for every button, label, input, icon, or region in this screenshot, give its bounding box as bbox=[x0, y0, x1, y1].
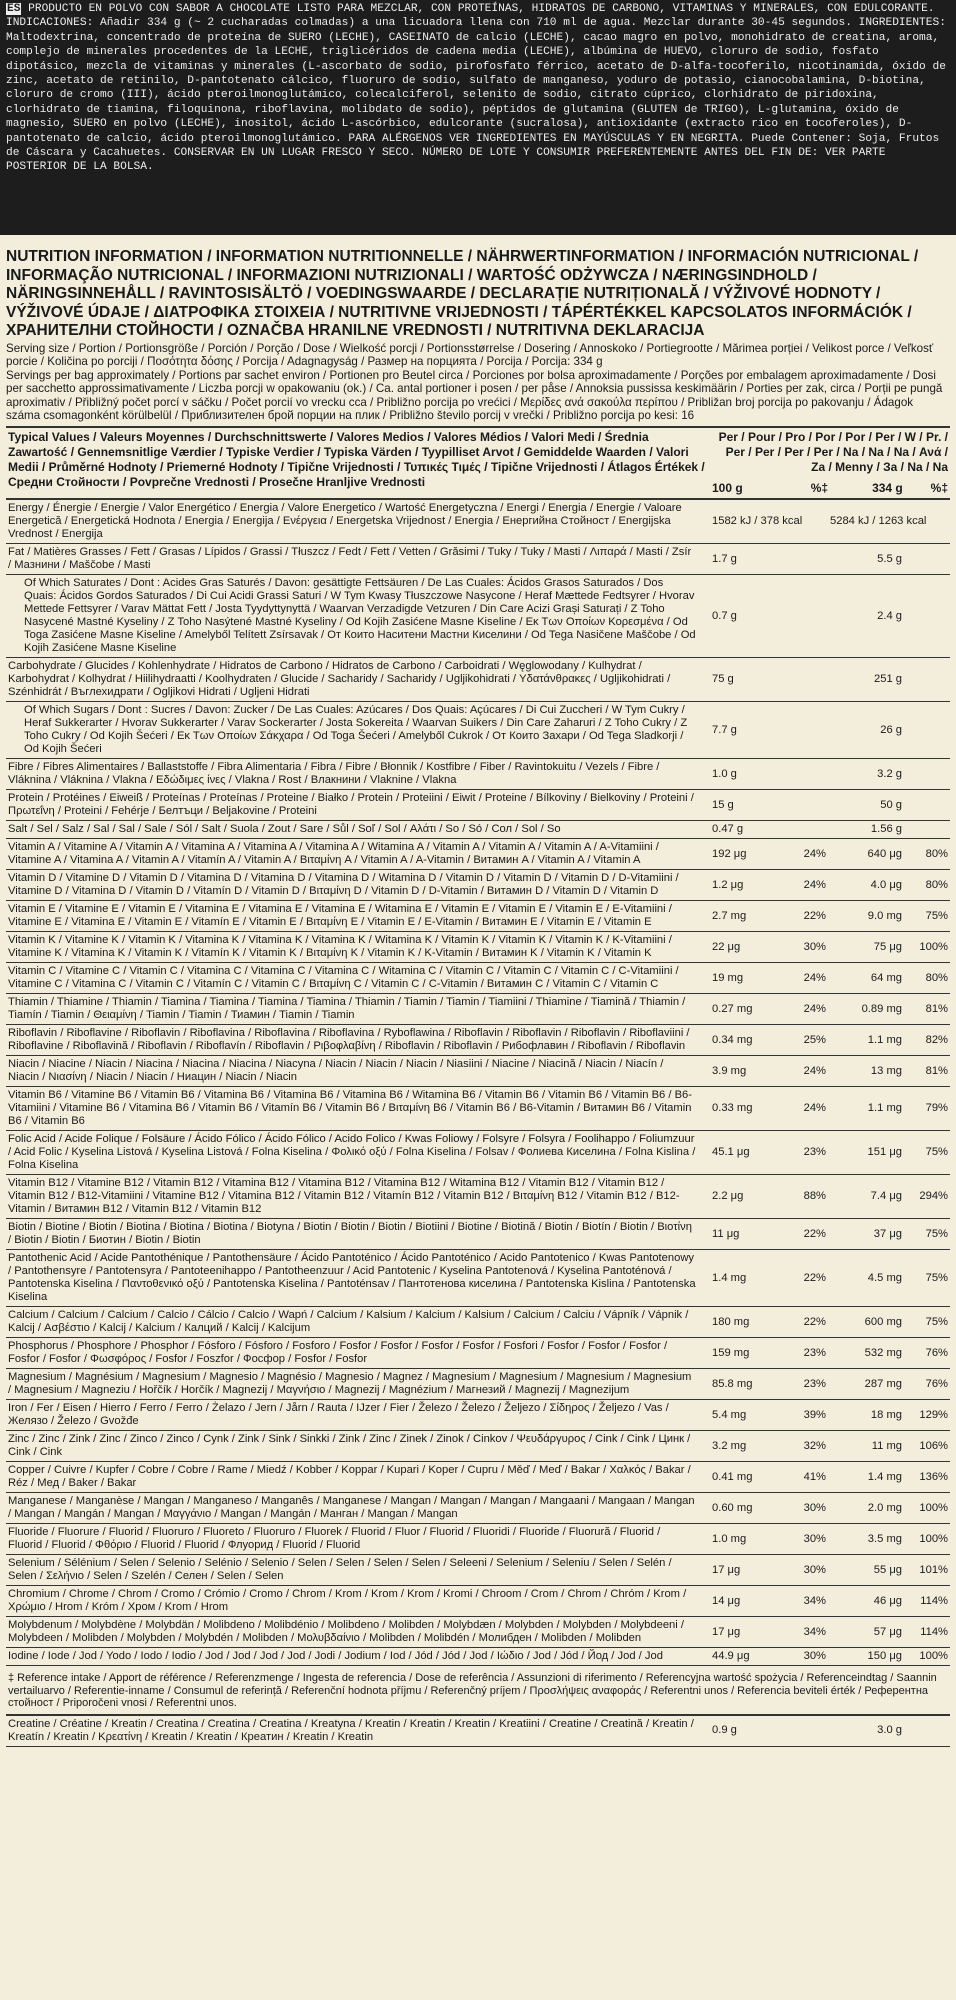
table-row bbox=[6, 759, 950, 790]
value-100g: 1.7 g bbox=[710, 544, 782, 575]
table-row bbox=[6, 901, 950, 932]
value-serving: 5284 kJ / 1263 kcal bbox=[828, 499, 904, 544]
pct-100g: 41% bbox=[782, 1462, 828, 1493]
table-row bbox=[6, 932, 950, 963]
nutrient-label: Riboflavin / Riboflavine / Riboflavin / Riboflavina / Riboflavina / Riboflavina / Ryboflawina / Riboflavin / Riboflavin / Riboflavin / Riboflaviini / Riboflavine / Riboflavină / Riboflavin / Riboflavín / Riboflavin / Ριβοφλαβίνη / Riboflavin / Riboflavin / Рибофлавин / Riboflavin / Riboflavin bbox=[6, 1025, 710, 1056]
value-100g: 0.47 g bbox=[710, 821, 782, 839]
value-100g: 5.4 mg bbox=[710, 1400, 782, 1431]
nutrition-heading: NUTRITION INFORMATION / INFORMATION NUTRITIONNELLE / NÄHRWERTINFORMATION / INFORMACIÓN NUTRICIONAL / INFORMAÇÃO NUTRICIONAL / INFORMAZIONI NUTRIZIONALI / WARTOŚĆ ODŻYWCZA / NÆRINGSINDHOLD / NÄRINGSINNEHÅLL / RAVINTOSISÄLTÖ / VOEDINGSWAARDE / DECLARAȚIE NUTRIȚIONALĂ / VÝŽIVOVÉ HODNOTY / VÝŽIVOVÉ ÚDAJE / ΔΙΑΤΡΟΦΙΚΑ ΣΤΟΙΧΕΙΑ / NUTRITIVNE VRIJEDNOSTI / TÁPÉRTÉKKEL KAPCSOLATOS INFORMÁCIÓK / ХРАНИТЕЛНИ СТОЙНОСТИ / OZNAČBA HRANILNE VREDNOSTI / NUTRITIVNA DEKLARACIJA bbox=[6, 248, 919, 339]
pct-100g: 24% bbox=[782, 1056, 828, 1087]
value-serving: 37 μg bbox=[828, 1219, 904, 1250]
pct-100g: 23% bbox=[782, 1338, 828, 1369]
table-row bbox=[6, 544, 950, 575]
nutrient-label: Vitamin A / Vitamine A / Vitamin A / Vitamina A / Vitamina A / Vitamina A / Witamina A / Vitamin A / Vitamin A / Vitamin A / A-Vitamiini / Vitamine A / Vitamina A / Vitamin A / Vitamín A / Vitamin A / Βιταμίνη A / Vitamin A / A-Vitamin / Витамин A / Vitamin A / Vitamin A bbox=[6, 839, 710, 870]
table-row bbox=[6, 1131, 950, 1175]
pct-100g: 22% bbox=[782, 1307, 828, 1338]
value-serving: 251 g bbox=[828, 658, 904, 702]
table-header bbox=[6, 428, 950, 499]
nutrient-label: Calcium / Calcium / Calcium / Calcio / Cálcio / Calcio / Wapń / Calcium / Kalsium / Kalcium / Kalsium / Calcium / Calciu / Vápník / Vápnik / Kalcij / Ασβέστιο / Kalcij / Kalcium / Калций / Kalcij / Kalcijum bbox=[6, 1307, 710, 1338]
nutrient-label: Vitamin B12 / Vitamine B12 / Vitamin B12 / Vitamina B12 / Vitamina B12 / Vitamina B12 / Witamina B12 / Vitamin B12 / Vitamin B12 / Vitamin B12 / B12-Vitamiini / Vitamine B12 / Vitamina B12 / Vitamin B12 / Vitamín B12 / Vitamin B12 / Βιταμίνη B12 / Vitamin B12 / B12-Vitamin / Витамин B12 / Vitamin B12 / Vitamin B12 bbox=[6, 1175, 710, 1219]
nutrient-label: Molybdenum / Molybdène / Molybdän / Molibdeno / Molibdénio / Molibdeno / Molibden / Molybdæn / Molybden / Molybden / Molybdeeni / Molybdeen / Molibden / Molybden / Molybdén / Molibden / Μολυβδαίνιο / Molibden / Molibdén / Молибден / Molibden / Molibden bbox=[6, 1617, 710, 1648]
nutrient-label: Vitamin C / Vitamine C / Vitamin C / Vitamina C / Vitamina C / Vitamina C / Witamina C / Vitamin C / Vitamin C / Vitamin C / C-Vitamiini / Vitamine C / Vitamina C / Vitamin C / Vitamín C / Vitamin C / Βιταμίνη C / Vitamin C / C-Vitamin / Витамин C / Vitamin C / Vitamin C bbox=[6, 963, 710, 994]
table-row bbox=[6, 702, 950, 759]
table-row bbox=[6, 1555, 950, 1586]
value-serving: 532 mg bbox=[828, 1338, 904, 1369]
value-100g: 1.4 mg bbox=[710, 1250, 782, 1307]
pct-serving bbox=[904, 544, 950, 575]
nutrient-label: Thiamin / Thiamine / Thiamin / Tiamina / Tiamina / Tiamina / Tiamina / Thiamin / Tiamin / Tiamin / Tiamiini / Thiamine / Tiamină / Thiamin / Tiamín / Tiamin / Θειαμίνη / Tiamin / Tiamin / Тиамин / Tiamin / Tiamin bbox=[6, 994, 710, 1025]
table-row bbox=[6, 1307, 950, 1338]
value-100g: 180 mg bbox=[710, 1307, 782, 1338]
value-serving: 7.4 μg bbox=[828, 1175, 904, 1219]
value-100g: 17 μg bbox=[710, 1617, 782, 1648]
nutrient-label: Energy / Énergie / Energie / Valor Energético / Energia / Valore Energetico / Wartość Energetyczna / Energi / Energia / Energie / Valoare Energetică / Energetická Hodnota / Energia / Energija / Ενέργεια / Energetska Vrijednost / Energia / Енергийна Стойност / Energijska Vrednost / Energija bbox=[6, 499, 710, 544]
pct-100g: 39% bbox=[782, 1400, 828, 1431]
col-334g: 334 g bbox=[872, 481, 903, 496]
value-100g: 44.9 μg bbox=[710, 1648, 782, 1666]
pct-serving: 106% bbox=[904, 1431, 950, 1462]
nutrient-label: Of Which Sugars / Dont : Sucres / Davon: Zucker / De Las Cuales: Azúcares / Dos Quais: Açúcares / Di Cui Zuccheri / W Tym Cukry / Heraf Sukkerarter / Hvorav Sukkerarter / Varav Sockerarter / Josta Sokereita / Waarvan Suikers / Din Care Zaharuri / Z Toho Cukry / Z Toho Cukry / Od Kojih Šećeri / Εκ Των Οποίων Σάκχαρα / Od Toga Šećeri / Amelyből Cukrok / От Които Захари / Od Tega Sladkorji / Od Kojih Šećeri bbox=[6, 702, 710, 759]
pct-100g bbox=[782, 702, 828, 759]
table-row bbox=[6, 1586, 950, 1617]
pct-serving: 136% bbox=[904, 1462, 950, 1493]
value-serving: 2.4 g bbox=[828, 575, 904, 658]
nutrient-label: Phosphorus / Phosphore / Phosphor / Fósforo / Fósforo / Fosforo / Fosfor / Fosfor / Fosfor / Fosfor / Fosfori / Fosfor / Fosfor / Fosfor / Fosfor / Fosfor / Φωσφόρος / Fosfor / Foszfor / Фосфор / Fosfor / Fosfor bbox=[6, 1338, 710, 1369]
pct-serving: 75% bbox=[904, 901, 950, 932]
reference-footnote: ‡ Reference intake / Apport de référence / Referenzmenge / Ingesta de referencia / Dose de referência / Assunzioni di riferimento / Referencyjna wartość spożycia / Referenceindtag / Saannin vertailuarvo / Referentie-inname / Consumul de referință / Referenční hodnota příjmu / Referenčný príjem / Προσλήψεις αναφοράς / Referentni unos / Referencia beviteli érték / Референтна стойност / Priporočeni vnosi / Referentni unos. bbox=[6, 1666, 950, 1716]
value-100g: 11 μg bbox=[710, 1219, 782, 1250]
pct-serving: 81% bbox=[904, 1056, 950, 1087]
value-100g: 159 mg bbox=[710, 1338, 782, 1369]
table-row bbox=[6, 994, 950, 1025]
pct-serving: 294% bbox=[904, 1175, 950, 1219]
nutrient-label: Magnesium / Magnésium / Magnesium / Magnesio / Magnésio / Magnesio / Magnez / Magnesium / Magnesium / Magnesium / Magnesium / Magnesium / Magneziu / Hořčík / Horčík / Magnezij / Μαγνήσιο / Magnezij / Magnézium / Магнезий / Magnezij / Magnezijum bbox=[6, 1369, 710, 1400]
value-100g: 0.7 g bbox=[710, 575, 782, 658]
pct-100g: 22% bbox=[782, 901, 828, 932]
pct-serving: 76% bbox=[904, 1338, 950, 1369]
pct-serving: 75% bbox=[904, 1219, 950, 1250]
table-row bbox=[6, 1462, 950, 1493]
table-row bbox=[6, 1648, 950, 1666]
table-row bbox=[6, 1250, 950, 1307]
value-100g: 0.9 g bbox=[710, 1716, 782, 1747]
nutrient-label: Vitamin K / Vitamine K / Vitamin K / Vitamina K / Vitamina K / Vitamina K / Witamina K / Vitamin K / Vitamin K / Vitamin K / K-Vitamiini / Vitamine K / Vitamina K / Vitamin K / Vitamín K / Vitamin K / Βιταμίνη K / Vitamin K / K-Vitamin / Витамин K / Vitamin K / Vitamin K bbox=[6, 932, 710, 963]
value-100g: 85.8 mg bbox=[710, 1369, 782, 1400]
value-100g: 0.33 mg bbox=[710, 1087, 782, 1131]
value-serving: 4.0 μg bbox=[828, 870, 904, 901]
pct-serving: 80% bbox=[904, 870, 950, 901]
nutrient-label: Fibre / Fibres Alimentaires / Ballaststoffe / Fibra Alimentaria / Fibra / Fibre / Błonnik / Kostfibre / Fiber / Ravintokuitu / Vezels / Fibre / Vláknina / Vláknina / Vlakna / Εδώδιμες ίνες / Vlakna / Rost / Влакнини / Vlaknine / Vlakna bbox=[6, 759, 710, 790]
value-serving: 2.0 mg bbox=[828, 1493, 904, 1524]
value-serving: 50 g bbox=[828, 790, 904, 821]
value-100g: 1.0 g bbox=[710, 759, 782, 790]
pct-serving: 100% bbox=[904, 1524, 950, 1555]
value-100g: 7.7 g bbox=[710, 702, 782, 759]
value-serving: 4.5 mg bbox=[828, 1250, 904, 1307]
pct-100g bbox=[782, 544, 828, 575]
value-serving: 26 g bbox=[828, 702, 904, 759]
pct-serving bbox=[904, 790, 950, 821]
pct-serving: 100% bbox=[904, 1493, 950, 1524]
value-100g: 192 μg bbox=[710, 839, 782, 870]
nutrient-label: Manganese / Manganèse / Mangan / Manganeso / Manganês / Manganese / Mangan / Mangan / Mangan / Mangaani / Mangaan / Mangan / Mangan / Mangán / Mangan / Μαγγάνιο / Mangan / Mangán / Манган / Mangan / Mangan bbox=[6, 1493, 710, 1524]
pct-serving: 82% bbox=[904, 1025, 950, 1056]
pct-100g: 24% bbox=[782, 994, 828, 1025]
pct-serving bbox=[904, 759, 950, 790]
nutrient-label: Niacin / Niacine / Niacin / Niacina / Niacina / Niacina / Niacyna / Niacin / Niacin / Niacin / Niasiini / Niacine / Niacină / Niacin / Niacín / Niacin / Νιασίνη / Niacin / Niacin / Ниацин / Niacin / Niacin bbox=[6, 1056, 710, 1087]
pct-serving: 114% bbox=[904, 1586, 950, 1617]
value-serving: 0.89 mg bbox=[828, 994, 904, 1025]
table-row bbox=[6, 963, 950, 994]
nutrient-label: Of Which Saturates / Dont : Acides Gras Saturés / Davon: gesättigte Fettsäuren / De Las Cuales: Ácidos Grasos Saturados / Dos Quais: Ácidos Gordos Saturados / Di Cui Acidi Grassi Saturi / W Tym Kwasy Tłuszczowe Nasycone / Heraf Mættede Fedtsyrer / Hvorav Mettede Fettsyrer / Varav Mättat Fett / Josta Tyydyttynyttä / Waarvan Verzadigde Vetzuren / Din Care Acizi Grași Saturați / Z Toho Nasycené Mastné Kyseliny / Z Toho Nasýtené Mastné Kyseliny / Od Kojih Zasićene Masne Kiseline / Εκ Των Οποίων Κορεσμένα / Od Toga Zasićene Masne Kiseline / Amelyből Telített Zsírsavak / От Които Наситени Мастни Киселини / Od Tega Nasičene Maščobe / Od Kojih Zasićene Masne Kiseline bbox=[6, 575, 710, 658]
nutrient-label: Iron / Fer / Eisen / Hierro / Ferro / Ferro / Żelazo / Jern / Jårn / Rauta / IJzer / Fier / Železo / Železo / Željezo / Σίδηρος / Željezo / Vas / Желязо / Železo / Gvožđe bbox=[6, 1400, 710, 1431]
value-100g: 0.41 mg bbox=[710, 1462, 782, 1493]
value-100g: 1.2 μg bbox=[710, 870, 782, 901]
pct-serving: 101% bbox=[904, 1555, 950, 1586]
value-serving: 9.0 mg bbox=[828, 901, 904, 932]
value-100g: 15 g bbox=[710, 790, 782, 821]
table-row bbox=[6, 1338, 950, 1369]
pct-serving: 76% bbox=[904, 1369, 950, 1400]
pct-100g: 24% bbox=[782, 870, 828, 901]
pct-100g bbox=[782, 759, 828, 790]
pct-100g: 30% bbox=[782, 1493, 828, 1524]
nutrient-label: Fluoride / Fluorure / Fluorid / Fluoruro / Fluoreto / Fluoruro / Fluorek / Fluorid / Fluor / Fluorid / Fluoridi / Fluoride / Fluorură / Fluorid / Fluorid / Fluorid / Φθόριο / Fluorid / Fluorid / Флуорид / Fluorid / Fluorid bbox=[6, 1524, 710, 1555]
value-serving: 46 μg bbox=[828, 1586, 904, 1617]
pct-serving: 129% bbox=[904, 1400, 950, 1431]
value-100g: 14 μg bbox=[710, 1586, 782, 1617]
pct-serving: 79% bbox=[904, 1087, 950, 1131]
nutrient-label: Biotin / Biotine / Biotin / Biotina / Biotina / Biotina / Biotyna / Biotin / Biotin / Biotin / Biotiini / Biotine / Biotină / Biotin / Biotín / Biotin / Βιοτίνη / Biotin / Biotin / Биотин / Biotin / Biotin bbox=[6, 1219, 710, 1250]
pct-100g: 30% bbox=[782, 932, 828, 963]
creatine-table bbox=[6, 1716, 950, 1747]
pct-100g: 88% bbox=[782, 1175, 828, 1219]
nutrient-label: Folic Acid / Acide Folique / Folsäure / Ácido Fólico / Ácido Fólico / Acido Folico / Kwas Foliowy / Folsyre / Folsyra / Foolihappo / Foliumzuur / Acid Folic / Kyselina Listová / Kyselina Listová / Folna Kiselina / Φολικό οξύ / Folna Kiselina / Folsav / Фолиева Киселина / Folna Kislina / Folna Kiselina bbox=[6, 1131, 710, 1175]
nutrient-label: Zinc / Zinc / Zink / Zinc / Zinco / Zinco / Cynk / Zink / Sink / Sinkki / Zink / Zinc / Zinek / Zinok / Cinkov / Ψευδάργυρος / Cink / Cink / Цинк / Cink / Cink bbox=[6, 1431, 710, 1462]
pct-serving bbox=[904, 1716, 950, 1747]
value-100g: 1582 kJ / 378 kcal bbox=[710, 499, 782, 544]
pct-serving: 100% bbox=[904, 932, 950, 963]
table-row bbox=[6, 821, 950, 839]
nutrient-label: Protein / Protéines / Eiweiß / Proteínas / Proteínas / Proteine / Białko / Protein / Proteiini / Eiwit / Proteine / Bílkoviny / Bielkoviny / Proteini / Πρωτεΐνη / Proteini / Fehérje / Белтъци / Beljakovine / Proteini bbox=[6, 790, 710, 821]
pct-serving bbox=[904, 821, 950, 839]
table-row bbox=[6, 839, 950, 870]
nutrition-panel bbox=[0, 240, 956, 2000]
pct-serving: 75% bbox=[904, 1250, 950, 1307]
value-100g: 3.2 mg bbox=[710, 1431, 782, 1462]
value-serving: 75 μg bbox=[828, 932, 904, 963]
pct-100g: 24% bbox=[782, 1087, 828, 1131]
pct-100g: 25% bbox=[782, 1025, 828, 1056]
value-serving: 150 μg bbox=[828, 1648, 904, 1666]
col-100g: 100 g bbox=[712, 481, 743, 496]
table-row bbox=[6, 1493, 950, 1524]
value-serving: 151 μg bbox=[828, 1131, 904, 1175]
pct-100g: 22% bbox=[782, 1250, 828, 1307]
nutrient-label: Iodine / Iode / Jod / Yodo / Iodo / Iodio / Jod / Jod / Jod / Jod / Jodi / Jodium / Iod / Jód / Jód / Jod / Ιώδιο / Jod / Jód / Йод / Jod / Jod bbox=[6, 1648, 710, 1666]
value-100g: 0.60 mg bbox=[710, 1493, 782, 1524]
value-100g: 0.27 mg bbox=[710, 994, 782, 1025]
value-serving: 5.5 g bbox=[828, 544, 904, 575]
value-100g: 0.34 mg bbox=[710, 1025, 782, 1056]
pct-100g: 24% bbox=[782, 839, 828, 870]
value-serving: 1.1 mg bbox=[828, 1025, 904, 1056]
nutrient-label: Chromium / Chrome / Chrom / Cromo / Crómio / Cromo / Chrom / Krom / Krom / Krom / Kromi / Chroom / Crom / Chrom / Chróm / Krom / Χρώμιο / Hrom / Króm / Хром / Krom / Hrom bbox=[6, 1586, 710, 1617]
value-serving: 3.2 g bbox=[828, 759, 904, 790]
value-serving: 3.0 g bbox=[828, 1716, 904, 1747]
table-row bbox=[6, 575, 950, 658]
table-row bbox=[6, 870, 950, 901]
table-row bbox=[6, 1087, 950, 1131]
pct-serving bbox=[904, 575, 950, 658]
pct-100g bbox=[782, 790, 828, 821]
pct-serving: 80% bbox=[904, 839, 950, 870]
pct-100g bbox=[782, 575, 828, 658]
nutrient-label: Creatine / Créatine / Kreatin / Creatina / Creatina / Creatina / Kreatyna / Kreatin / Kreatin / Kreatin / Kreatiini / Creatine / Creatină / Kreatin / Kreatín / Kreatin / Κρεατίνη / Kreatin / Kreatin / Креатин / Kreatin / Kreatin bbox=[6, 1716, 710, 1747]
nutrient-label: Selenium / Sélénium / Selen / Selenio / Selénio / Selenio / Selen / Selen / Selen / Selen / Seleeni / Selenium / Seleniu / Selen / Selén / Selen / Σελήνιο / Selen / Szelén / Селен / Selen / Selen bbox=[6, 1555, 710, 1586]
table-row bbox=[6, 1617, 950, 1648]
pct-serving: 81% bbox=[904, 994, 950, 1025]
nutrient-label: Pantothenic Acid / Acide Pantothénique / Pantothensäure / Ácido Pantoténico / Ácido Pantoténico / Acido Pantotenico / Kwas Pantotenowy / Pantothensyre / Pantotensyra / Pantoteenihappo / Pantotheenzuur / Acid Pantotenic / Kyselina Pantotenová / Kyselina Pantoténová / Pantotenska Kiselina / Παντοθενικό οξύ / Pantotenska Kiselina / Pantoténsav / Пантотенова киселина / Pantotenska Kislina / Pantotenska Kiselina bbox=[6, 1250, 710, 1307]
table-row bbox=[6, 658, 950, 702]
per-label: Per / Pour / Pro / Por / Por / Per / W / Pr. / Per / Per / Per / Per / Na / Na / Na / Ανά / Za / Menny / За / Na / Na bbox=[718, 430, 948, 475]
table-row bbox=[6, 790, 950, 821]
pct-100g bbox=[782, 658, 828, 702]
value-serving: 13 mg bbox=[828, 1056, 904, 1087]
serving-info: Serving size / Portion / Portionsgröße / Porción / Porção / Dose / Wielkość porcji / Portionsstørrelse / Dosering / Annoskoko / Portiegrootte / Mărimea porției / Velikost porce / Veľkosť porcie / Količina po porciji / Ποσότητα δόσης / Porcija / Adagnagyság / Размер на порцията / Porcija / Porcija: 334 g Servings per bag approximately / Portions par sachet environ / Portionen pro Beutel circa / Porciones por bolsa aproximadamente / Porções por embalagem aproximadamente / Dosi per sacchetto approssimativamente / Liczba porcji w opakowaniu (ok.) / Ca. antal portioner i posen / per påse / Annoksia pussissa keskimäärin / Porties per zak, circa / Porții pe pungă aproximativ / Přibližný počet porcí v sáčku / Počet porcií vo vrecku cca / Približno porcija po vrećici / Μερίδες ανά σακούλα περίπου / Približan broj porcija po pakovanju / Ádagok száma csomagonként körülbelül / Приблизителен брой порции на плик / Približno število porcij v vrečki / Približno porcija po kesi: 16 bbox=[6, 341, 943, 423]
value-serving: 640 μg bbox=[828, 839, 904, 870]
value-100g: 2.7 mg bbox=[710, 901, 782, 932]
pct-100g: 30% bbox=[782, 1555, 828, 1586]
table-row bbox=[6, 499, 950, 544]
pct-100g: 30% bbox=[782, 1524, 828, 1555]
col-pct2: %‡ bbox=[930, 481, 948, 496]
nutrient-label: Salt / Sel / Salz / Sal / Sal / Sale / Sól / Salt / Suola / Zout / Sare / Sůl / Soľ / Sol / Αλάτι / So / Só / Сол / Sol / So bbox=[6, 821, 710, 839]
value-100g: 45.1 μg bbox=[710, 1131, 782, 1175]
value-100g: 22 μg bbox=[710, 932, 782, 963]
table-row bbox=[6, 1369, 950, 1400]
value-serving: 18 mg bbox=[828, 1400, 904, 1431]
pct-100g: 32% bbox=[782, 1431, 828, 1462]
table-row bbox=[6, 1524, 950, 1555]
pct-100g: 34% bbox=[782, 1617, 828, 1648]
nutrient-label: Fat / Matières Grasses / Fett / Grasas / Lípidos / Grassi / Tłuszcz / Fedt / Fett / Vetten / Grăsimi / Tuky / Tuky / Masti / Λιπαρά / Masti / Zsír / Мазнини / Maščobe / Masti bbox=[6, 544, 710, 575]
table-row bbox=[6, 1400, 950, 1431]
typical-values-label: Typical Values / Valeurs Moyennes / Durchschnittswerte / Valores Medios / Valores Médios / Valori Medi / Średnia Zawartość / Gennemsnitlige Værdier / Typiske Verdier / Typiska Värden / Tyypilliset Arvot / Gemiddelde Waarden / Valori Medii / Průměrné Hodnoty / Priemerné Hodnoty / Tipične Vrijednosti / Τυπικές Τιμές / Tipične Vrijednosti / Átlagos Értékek / Средни Стойности / Povprečne Vrednosti / Prosečne Hranljive Vrednosti bbox=[6, 428, 710, 499]
col-pct: %‡ bbox=[810, 481, 829, 496]
pct-100g: 23% bbox=[782, 1369, 828, 1400]
value-serving: 287 mg bbox=[828, 1369, 904, 1400]
value-serving: 55 μg bbox=[828, 1555, 904, 1586]
pct-serving: 75% bbox=[904, 1307, 950, 1338]
value-serving: 1.1 mg bbox=[828, 1087, 904, 1131]
nutrient-label: Vitamin D / Vitamine D / Vitamin D / Vitamina D / Vitamina D / Vitamina D / Witamina D / Vitamin D / Vitamin D / Vitamin D / D-Vitamiini / Vitamine D / Vitamina D / Vitamin D / Vitamín D / Vitamin D / Βιταμίνη D / Vitamin D / D-Vitamin / Витамин D / Vitamin D / Vitamin D bbox=[6, 870, 710, 901]
value-100g: 3.9 mg bbox=[710, 1056, 782, 1087]
value-serving: 600 mg bbox=[828, 1307, 904, 1338]
ingredients-text: PRODUCTO EN POLVO CON SABOR A CHOCOLATE LISTO PARA MEZCLAR, CON PROTEÍNAS, HIDRATOS DE CARBONO, VITAMINAS Y MINERALES, CON EDULCORANTE. INDICACIONES: Añadir 334 g (~ 2 cucharadas colmadas) a una licuadora llena con 710 ml de agua. Mezclar durante 30-45 segundos. INGREDIENTES: Maltodextrina, concentrado de proteína de SUERO (LECHE), CASEINATO de calcio (LECHE), cacao magro en polvo, monohidrato de creatina, aroma, complejo de minerales procedentes de la LECHE, triglicéridos de cadena media (LECHE), albúmina de HUEVO, cloruro de sodio, fosfato dipotásico, mezcla de vitaminas y minerales (L-ascorbato de sodio, pirofosfato férrico, acetato de D-alfa-tocoferilo, nicotinamida, óxido de zinc, acetato de retinilo, D-pantotenato cálcico, fluoruro de sodio, sulfato de manganeso, yoduro de potasio, cianocobalamina, D-biotina, cloruro de cromo (III), ácido pteroilmonoglutámico, colecalciferol, selenito de sodio, citrato cúprico, clorhidrato de piridoxina, clorhidrato de tiamina, filoquinona, riboflavina, molibdato de sodio), péptidos de glutamina (GLUTEN de TRIGO), L-glutamina, óxido de magnesio, SUERO en polvo (LECHE), inositol, ácido L-ascórbico, edulcorante (sucralosa), antioxidante (extracto rico en tocoferoles), D-pantotenato de calcio, ácido pteroilmonoglutámico. PARA ALÉRGENOS VER INGREDIENTES EN MAYÚSCULAS Y EN NEGRITA. Puede Contener: Soja, Frutos de Cáscara y Cacahuetes. CONSERVAR EN UN LUGAR FRESCO Y SECO. NÚMERO DE LOTE Y CONSUMIR PREFERENTEMENTE ANTES DEL FIN DE: VER PARTE POSTERIOR DE LA BOLSA. bbox=[6, 3, 946, 174]
value-100g: 1.0 mg bbox=[710, 1524, 782, 1555]
ingredients-block bbox=[0, 0, 956, 235]
nutrition-table bbox=[6, 428, 950, 1666]
value-100g: 19 mg bbox=[710, 963, 782, 994]
nutrient-label: Vitamin B6 / Vitamine B6 / Vitamin B6 / Vitamina B6 / Vitamina B6 / Vitamina B6 / Witamina B6 / Vitamin B6 / Vitamin B6 / Vitamin B6 / B6-Vitamiini / Vitamine B6 / Vitamina B6 / Vitamin B6 / Vitamín B6 / Vitamin B6 / Βιταμίνη B6 / Vitamin B6 / B6-Vitamin / Витамин B6 / Vitamin B6 / Vitamin B6 bbox=[6, 1087, 710, 1131]
table-row bbox=[6, 1175, 950, 1219]
table-row bbox=[6, 1716, 950, 1747]
pct-serving bbox=[904, 658, 950, 702]
table-row bbox=[6, 1056, 950, 1087]
value-100g: 75 g bbox=[710, 658, 782, 702]
table-row bbox=[6, 1431, 950, 1462]
pct-100g: 23% bbox=[782, 1131, 828, 1175]
nutrient-label: Vitamin E / Vitamine E / Vitamin E / Vitamina E / Vitamina E / Vitamina E / Witamina E / Vitamin E / Vitamin E / Vitamin E / E-Vitamiini / Vitamine E / Vitamina E / Vitamin E / Vitamín E / Vitamin E / Βιταμίνη E / Vitamin E / E-Vitamin / Витамин E / Vitamin E / Vitamin E bbox=[6, 901, 710, 932]
pct-serving bbox=[904, 702, 950, 759]
table-row bbox=[6, 1219, 950, 1250]
pct-100g: 34% bbox=[782, 1586, 828, 1617]
pct-serving: 80% bbox=[904, 963, 950, 994]
value-serving: 3.5 mg bbox=[828, 1524, 904, 1555]
pct-100g: 22% bbox=[782, 1219, 828, 1250]
pct-serving: 75% bbox=[904, 1131, 950, 1175]
language-tag: ES bbox=[7, 3, 21, 15]
value-serving: 1.56 g bbox=[828, 821, 904, 839]
value-100g: 2.2 μg bbox=[710, 1175, 782, 1219]
value-serving: 1.4 mg bbox=[828, 1462, 904, 1493]
pct-100g bbox=[782, 821, 828, 839]
pct-100g: 30% bbox=[782, 1648, 828, 1666]
pct-serving: 114% bbox=[904, 1617, 950, 1648]
value-serving: 57 μg bbox=[828, 1617, 904, 1648]
pct-100g bbox=[782, 1716, 828, 1747]
value-100g: 17 μg bbox=[710, 1555, 782, 1586]
nutrient-label: Carbohydrate / Glucides / Kohlenhydrate / Hidratos de Carbono / Hidratos de Carbono / Carboidrati / Węglowodany / Kulhydrat / Karbohydrat / Kolhydrat / Hiilihydraatti / Koolhydraten / Glucide / Sacharidy / Sacharidy / Ugljikohidrati / Υδατάνθρακες / Ugljikohidrati / Szénhidrát / Въглехидрати / Ogljikovi Hidrati / Ugljeni Hidrati bbox=[6, 658, 710, 702]
nutrient-label: Copper / Cuivre / Kupfer / Cobre / Cobre / Rame / Miedź / Kobber / Koppar / Kupari / Koper / Cupru / Měď / Meď / Bakar / Χαλκός / Bakar / Réz / Мед / Baker / Bakar bbox=[6, 1462, 710, 1493]
value-serving: 64 mg bbox=[828, 963, 904, 994]
pct-serving: 100% bbox=[904, 1648, 950, 1666]
value-serving: 11 mg bbox=[828, 1431, 904, 1462]
pct-100g: 24% bbox=[782, 963, 828, 994]
table-row bbox=[6, 1025, 950, 1056]
